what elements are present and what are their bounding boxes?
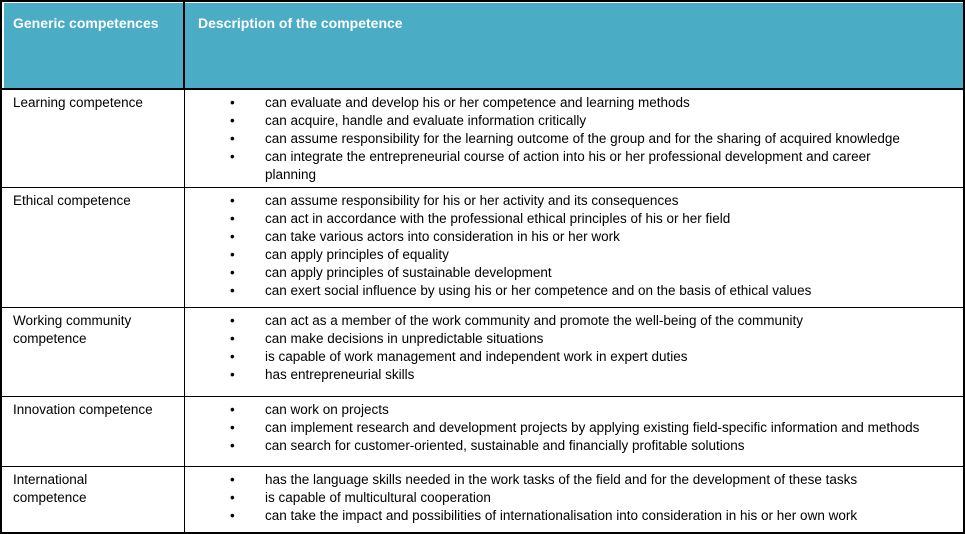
table-row-ethical-competence xyxy=(2,188,963,308)
description-text: can integrate the entrepreneurial course of action into his or her professional development and career planning xyxy=(265,149,871,182)
description-list xyxy=(185,192,953,300)
competence-description-cell xyxy=(185,467,963,532)
table-row-learning-competence xyxy=(2,90,963,188)
description-text: can acquire, handle and evaluate information critically xyxy=(265,113,587,128)
description-item xyxy=(185,312,953,330)
description-item xyxy=(185,246,953,264)
description-item xyxy=(185,471,953,489)
description-text: is capable of multicultural cooperation xyxy=(265,490,491,505)
description-text: can work on projects xyxy=(265,402,389,417)
competence-name-cell: Learning competence xyxy=(2,90,185,187)
header-label-description: Description of the competence xyxy=(198,15,403,31)
description-text: can take various actors into consideration in his or her work xyxy=(265,229,620,244)
description-item xyxy=(185,264,953,282)
description-item xyxy=(185,282,953,300)
description-text: is capable of work management and independent work in expert duties xyxy=(265,349,688,364)
header-cell-generic-competences xyxy=(2,2,185,88)
description-text: can implement research and development projects by applying existing field-specific information and methods xyxy=(265,420,920,435)
bullet-icon: • xyxy=(230,193,235,208)
description-text: can apply principles of equality xyxy=(265,247,449,262)
competence-name-cell: International competence xyxy=(2,467,185,532)
description-text: can evaluate and develop his or her competence and learning methods xyxy=(265,95,690,110)
description-item xyxy=(185,112,953,130)
table-row-working-community-competence xyxy=(2,308,963,397)
description-item xyxy=(185,419,953,437)
description-item xyxy=(185,130,953,148)
bullet-icon: • xyxy=(230,247,235,262)
bullet-icon: • xyxy=(230,113,235,128)
bullet-icon: • xyxy=(230,438,235,453)
description-text: can apply principles of sustainable development xyxy=(265,265,552,280)
bullet-icon: • xyxy=(230,283,235,298)
description-item xyxy=(185,401,953,419)
description-text: has entrepreneurial skills xyxy=(265,367,415,382)
description-list xyxy=(185,94,953,184)
description-item xyxy=(185,148,953,184)
description-item xyxy=(185,437,953,455)
bullet-icon: • xyxy=(230,508,235,523)
bullet-icon: • xyxy=(230,149,235,164)
description-list xyxy=(185,312,953,384)
description-text: can assume responsibility for the learning outcome of the group and for the sharing of acquired knowledge xyxy=(265,131,900,146)
bullet-icon: • xyxy=(230,420,235,435)
description-item xyxy=(185,228,953,246)
table-row-international-competence xyxy=(2,467,963,532)
bullet-icon: • xyxy=(230,313,235,328)
description-text: can exert social influence by using his or her competence and on the basis of ethical values xyxy=(265,283,812,298)
bullet-icon: • xyxy=(230,265,235,280)
bullet-icon: • xyxy=(230,95,235,110)
description-text: can assume responsibility for his or her activity and its consequences xyxy=(265,193,679,208)
table-row-innovation-competence xyxy=(2,397,963,467)
bullet-icon: • xyxy=(230,229,235,244)
competence-name-cell: Innovation competence xyxy=(2,397,185,466)
competence-description-cell xyxy=(185,308,963,396)
description-item xyxy=(185,330,953,348)
description-text: has the language skills needed in the work tasks of the field and for the development of these tasks xyxy=(265,472,858,487)
bullet-icon: • xyxy=(230,402,235,417)
competence-description-cell xyxy=(185,90,963,187)
competence-name-cell: Ethical competence xyxy=(2,188,185,307)
bullet-icon: • xyxy=(230,490,235,505)
description-item xyxy=(185,94,953,112)
description-item xyxy=(185,192,953,210)
description-text: can take the impact and possibilities of internationalisation into consideration in his or her own work xyxy=(265,508,858,523)
bullet-icon: • xyxy=(230,367,235,382)
bullet-icon: • xyxy=(230,331,235,346)
description-list xyxy=(185,471,953,525)
bullet-icon: • xyxy=(230,131,235,146)
description-item xyxy=(185,210,953,228)
description-item xyxy=(185,366,953,384)
description-text: can act as a member of the work community and promote the well-being of the community xyxy=(265,313,803,328)
description-item xyxy=(185,507,953,525)
competence-description-cell xyxy=(185,397,963,466)
bullet-icon: • xyxy=(230,211,235,226)
header-cell-description xyxy=(185,2,963,88)
description-text: can make decisions in unpredictable situations xyxy=(265,331,544,346)
description-item xyxy=(185,489,953,507)
description-list xyxy=(185,401,953,455)
bullet-icon: • xyxy=(230,472,235,487)
description-text: can act in accordance with the professional ethical principles of his or her field xyxy=(265,211,731,226)
competence-description-cell xyxy=(185,188,963,307)
bullet-icon: • xyxy=(230,349,235,364)
table-header-row xyxy=(2,2,963,90)
competence-name-cell: Working community competence xyxy=(2,308,185,396)
header-label-generic-competences: Generic competences xyxy=(13,15,159,31)
description-item xyxy=(185,348,953,366)
description-text: can search for customer-oriented, sustainable and financially profitable solutions xyxy=(265,438,745,453)
